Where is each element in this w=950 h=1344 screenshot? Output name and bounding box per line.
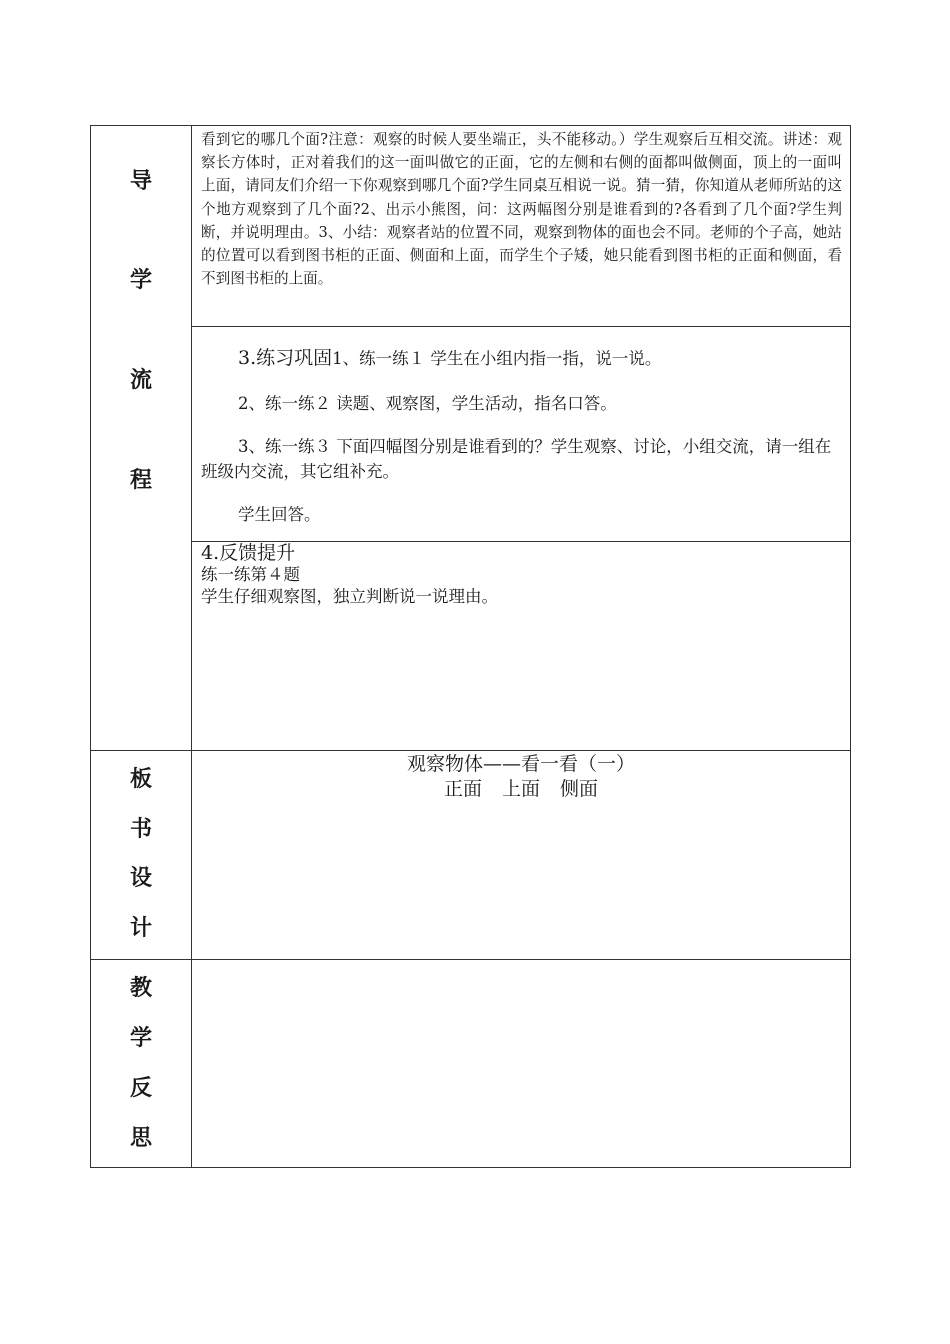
label-char: 导 [129, 169, 152, 194]
observation-text: 看到它的哪几个面?注意：观察的时候人要坐端正，头不能移动。）学生观察后互相交流。讲述：观察长方体时，正对着我们的这一面叫做它的正面，它的左侧和右侧的面都叫做侧面，顶上的一面叫上面，请同友们介绍一下你观察到哪几个面?学生同桌互相说一说。猜一猜，你知道从老师所站的这个地方观察到了几个面?2、出示小熊图，问：这两幅图分别是谁看到的?各看到了几个面?学生判断，并说明理由。3、小结：观察者站的位置不同，观察到物体的面也会不同。老师的个子高，她站的位置可以看到图书柜的正面、侧面和上面，而学生个子矮，她只能看到图书柜的正面和侧面，看不到图书柜的上面。 [201, 131, 842, 288]
label-char: 思 [129, 1126, 152, 1151]
label-char: 板 [129, 767, 152, 792]
label-char: 教 [129, 976, 152, 1001]
label-char: 学 [129, 1026, 152, 1051]
board-subtitle: 正面 上面 侧面 [443, 778, 599, 800]
practice-line-3: 3、练一练３ 下面四幅图分别是谁看到的？学生观察、讨论，小组交流，请一组在班级内交流，其它组补充。 [201, 437, 832, 481]
feedback-line-2: 学生仔细观察图，独立判断说一说理由。 [201, 587, 498, 606]
board-section-label [91, 750, 191, 959]
practice-line-1: 3.练习巩固1、练一练１ 学生在小组内指一指，说一说。 [238, 347, 662, 369]
feedback-cell [192, 541, 850, 750]
practice-heading: 3.练习巩固 [238, 347, 333, 369]
board-title: 观察物体——看一看（一） [406, 753, 635, 775]
observation-cell [192, 126, 850, 326]
label-char: 流 [129, 368, 152, 393]
practice-cell [192, 326, 850, 541]
label-char: 学 [129, 268, 152, 293]
board-design-cell [192, 750, 850, 959]
label-char: 计 [129, 916, 152, 941]
label-char: 设 [129, 866, 152, 891]
feedback-heading: 4.反馈提升 [201, 542, 296, 564]
practice-line-4: 学生回答。 [238, 505, 321, 524]
label-char: 反 [129, 1076, 152, 1101]
label-char: 书 [129, 817, 152, 842]
reflection-section-label [91, 959, 191, 1168]
reflection-cell [192, 959, 850, 1168]
feedback-line-1: 练一练第４题 [201, 565, 300, 584]
lesson-plan-table [90, 125, 851, 1168]
label-char: 程 [129, 468, 152, 493]
flow-section-label [91, 126, 191, 750]
practice-line-2: 2、练一练２ 读题、观察图，学生活动，指名口答。 [238, 394, 617, 413]
